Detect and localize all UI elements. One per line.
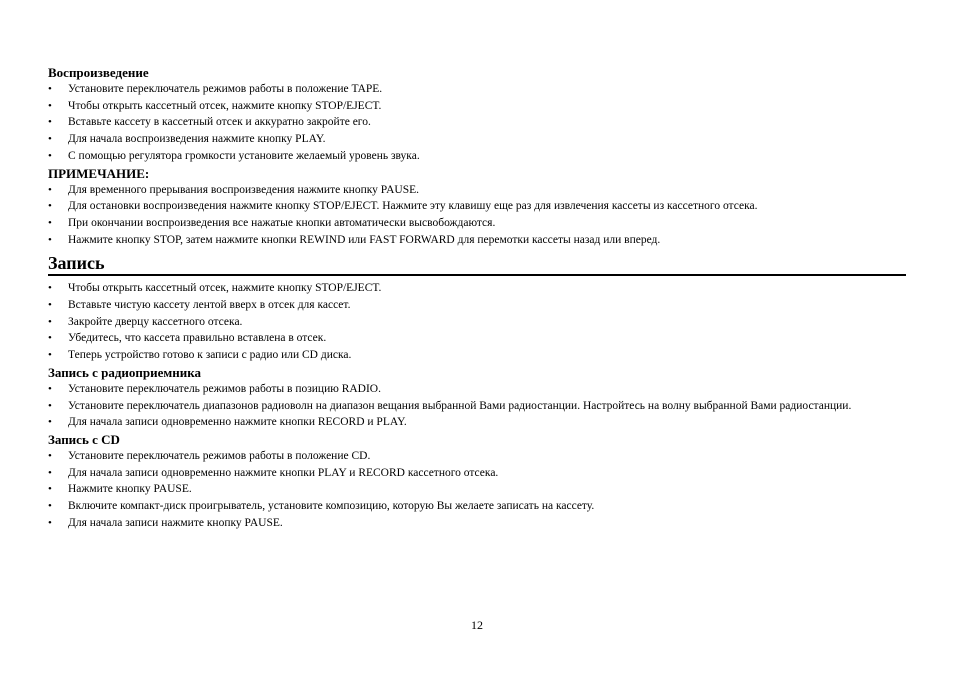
list-item bbox=[48, 232, 906, 249]
list-item-text: Вставьте чистую кассету лентой вверх в отсек для кассет. bbox=[68, 299, 351, 312]
section-title: Запись bbox=[48, 253, 105, 274]
bullet-icon: • bbox=[48, 332, 52, 345]
bullet-icon: • bbox=[48, 516, 52, 529]
list-item-text: Включите компакт-диск проигрыватель, установите композицию, которую Вы желаете записать на кассету. bbox=[68, 500, 595, 513]
list-item-text: Нажмите кнопку PAUSE. bbox=[68, 483, 192, 496]
list-item-text: Чтобы открыть кассетный отсек, нажмите кнопку STOP/EJECT. bbox=[68, 99, 382, 112]
bullet-icon: • bbox=[48, 149, 52, 162]
list-item bbox=[48, 81, 906, 98]
bullet-icon: • bbox=[48, 382, 52, 395]
list-item bbox=[48, 414, 906, 431]
list-item-text: Для временного прерывания воспроизведения нажмите кнопку PAUSE. bbox=[68, 183, 420, 196]
list-item bbox=[48, 98, 906, 115]
list-item bbox=[48, 481, 906, 498]
bullet-icon: • bbox=[48, 349, 52, 362]
list-item bbox=[48, 280, 906, 297]
list-item bbox=[48, 215, 906, 232]
list-item bbox=[48, 330, 906, 347]
list-item-text: Для начала записи одновременно нажмите кнопки PLAY и RECORD кассетного отсека. bbox=[68, 466, 499, 479]
list-item bbox=[48, 347, 906, 364]
section-divider bbox=[48, 274, 906, 276]
bullet-icon: • bbox=[48, 483, 52, 496]
radio-recording-list bbox=[48, 381, 906, 431]
list-item-text: Вставьте кассету в кассетный отсек и аккуратно закройте его. bbox=[68, 116, 371, 129]
list-item-text: Закройте дверцу кассетного отсека. bbox=[68, 315, 243, 328]
cd-recording-list bbox=[48, 448, 906, 532]
list-item bbox=[48, 515, 906, 532]
list-item bbox=[48, 465, 906, 482]
list-item bbox=[48, 198, 906, 215]
bullet-icon: • bbox=[48, 99, 52, 112]
list-item-text: Для остановки воспроизведения нажмите кнопку STOP/EJECT. Нажмите эту клавишу еще раз для извлечения кассеты из кассетного отсека. bbox=[68, 200, 758, 213]
list-item-text: С помощью регулятора громкости установите желаемый уровень звука. bbox=[68, 149, 420, 162]
bullet-icon: • bbox=[48, 133, 52, 146]
playback-list bbox=[48, 81, 906, 165]
note-list bbox=[48, 182, 906, 249]
bullet-icon: • bbox=[48, 466, 52, 479]
cd-recording-heading: Запись с CD bbox=[48, 431, 120, 447]
list-item bbox=[48, 314, 906, 331]
list-item bbox=[48, 148, 906, 165]
list-item-text: Чтобы открыть кассетный отсек, нажмите кнопку STOP/EJECT. bbox=[68, 282, 382, 295]
bullet-icon: • bbox=[48, 449, 52, 462]
bullet-icon: • bbox=[48, 500, 52, 513]
playback-heading: Воспроизведение bbox=[48, 65, 149, 80]
list-item-text: Установите переключатель режимов работы в положение TAPE. bbox=[68, 83, 383, 95]
list-item bbox=[48, 498, 906, 515]
recording-list bbox=[48, 280, 906, 364]
bullet-icon: • bbox=[48, 200, 52, 213]
list-item bbox=[48, 182, 906, 199]
page-number: 12 bbox=[471, 618, 483, 632]
list-item bbox=[48, 297, 906, 314]
manual-page bbox=[48, 64, 906, 531]
list-item-text: При окончании воспроизведения все нажатые кнопки автоматически высвобождаются. bbox=[68, 216, 496, 229]
bullet-icon: • bbox=[48, 416, 52, 429]
bullet-icon: • bbox=[48, 216, 52, 229]
list-item-text: Для начала записи нажмите кнопку PAUSE. bbox=[68, 516, 283, 529]
list-item-text: Установите переключатель диапазонов радиоволн на диапазон вещания выбранной Вами радиостанции. Настройтесь на волну выбранной Вами радиостанции. bbox=[68, 399, 852, 412]
list-item bbox=[48, 448, 906, 465]
list-item bbox=[48, 381, 906, 398]
bullet-icon: • bbox=[48, 315, 52, 328]
list-item-text: Для начала воспроизведения нажмите кнопку PLAY. bbox=[68, 133, 326, 146]
list-item bbox=[48, 131, 906, 148]
list-item bbox=[48, 114, 906, 131]
bullet-icon: • bbox=[48, 116, 52, 129]
list-item-text: Теперь устройство готово к записи с радио или CD диска. bbox=[68, 349, 352, 362]
list-item bbox=[48, 398, 906, 415]
bullet-icon: • bbox=[48, 183, 52, 196]
list-item-text: Для начала записи одновременно нажмите кнопки RECORD и PLAY. bbox=[68, 416, 407, 429]
radio-recording-heading: Запись с радиоприемника bbox=[48, 364, 201, 380]
list-item-text: Нажмите кнопку STOP, затем нажмите кнопки REWIND или FAST FORWARD для перемотки кассеты назад или вперед. bbox=[68, 233, 661, 246]
list-item-text: Убедитесь, что кассета правильно вставлена в отсек. bbox=[68, 332, 327, 345]
list-item-text: Установите переключатель режимов работы в позицию RADIO. bbox=[68, 382, 381, 395]
bullet-icon: • bbox=[48, 299, 52, 312]
bullet-icon: • bbox=[48, 83, 52, 95]
bullet-icon: • bbox=[48, 399, 52, 412]
note-heading: ПРИМЕЧАНИЕ: bbox=[48, 165, 150, 181]
bullet-icon: • bbox=[48, 282, 52, 295]
list-item-text: Установите переключатель режимов работы в положение CD. bbox=[68, 449, 371, 462]
bullet-icon: • bbox=[48, 233, 52, 246]
